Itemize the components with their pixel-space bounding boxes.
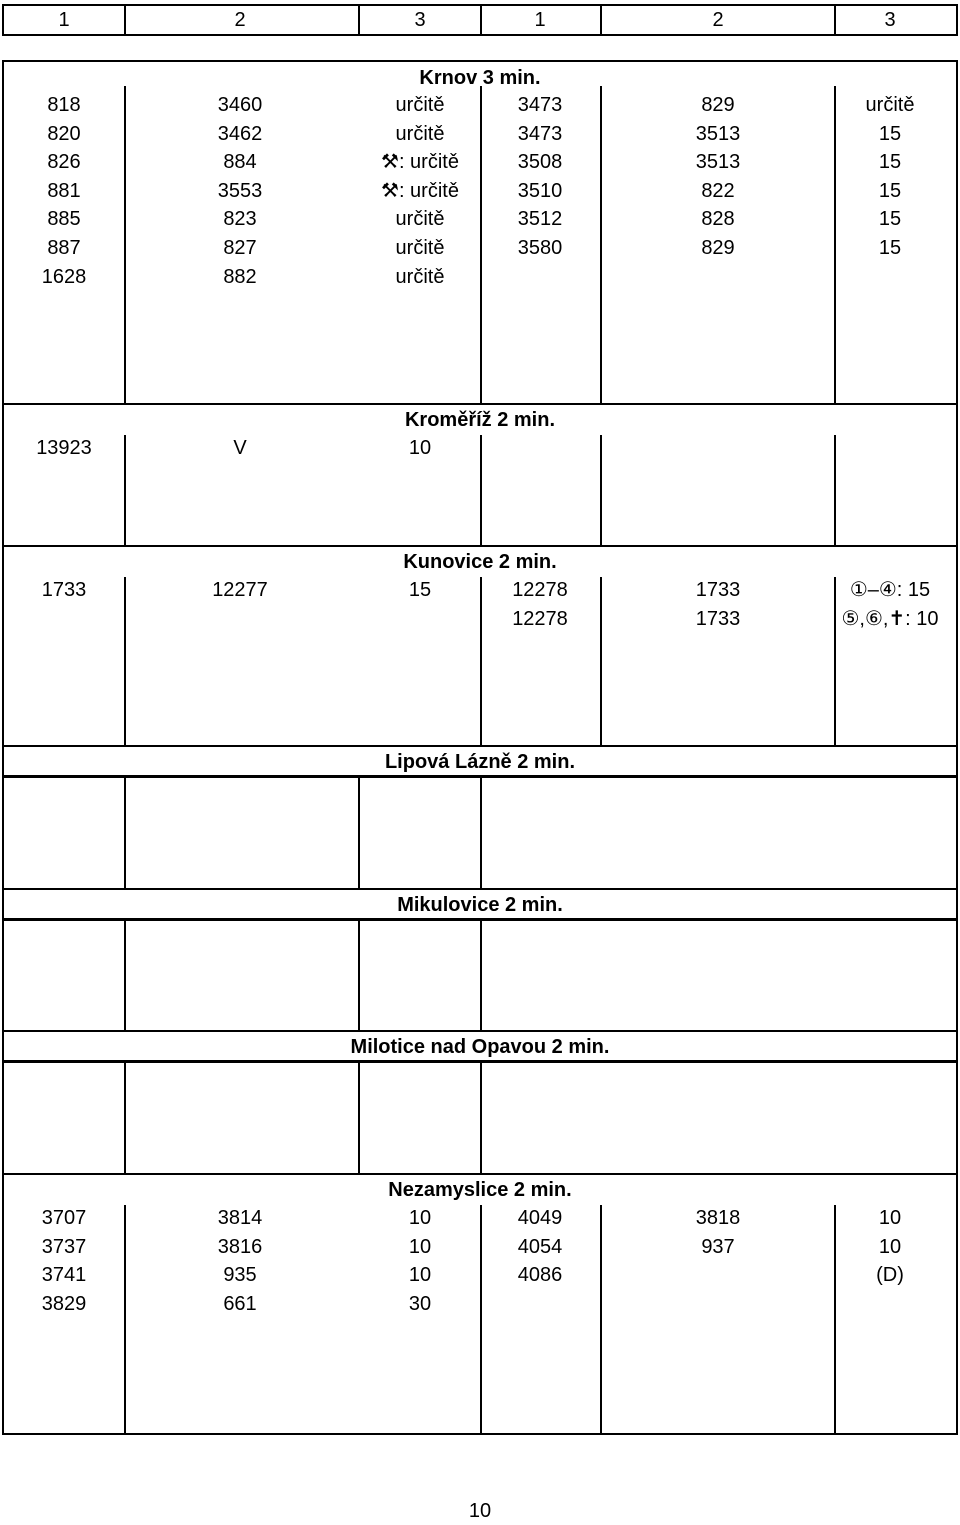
table-cell: určitě xyxy=(395,208,445,231)
table-cell: 1628 xyxy=(41,265,87,288)
header-divider xyxy=(600,4,602,36)
column-divider xyxy=(834,435,836,547)
table-cell: 15 xyxy=(878,237,902,259)
table-cell: 887 xyxy=(47,237,81,259)
table-cell: (D) xyxy=(876,1264,904,1287)
table-cell: 881 xyxy=(47,179,81,202)
table-cell: 3553 xyxy=(217,179,263,202)
table-cell: 3462 xyxy=(217,122,263,145)
section-title: Mikulovice 2 min. xyxy=(397,894,563,916)
section-separator xyxy=(2,745,958,747)
table-cell: 12277 xyxy=(212,579,268,601)
table-cell: 3512 xyxy=(517,208,563,231)
table-cell: 3473 xyxy=(517,94,563,116)
header-cell: 1 xyxy=(58,9,70,31)
table-cell: 1733 xyxy=(695,607,741,630)
table-cell: ⚒: určitě xyxy=(381,179,459,202)
table-cell: 30 xyxy=(408,1292,432,1315)
table-cell: 935 xyxy=(223,1264,257,1287)
table-cell: 1733 xyxy=(41,579,87,601)
section-title: Lipová Lázně 2 min. xyxy=(384,751,576,773)
table-cell: 4086 xyxy=(517,1264,563,1287)
table-cell: 3513 xyxy=(695,151,741,174)
column-divider xyxy=(600,435,602,547)
table-cell: 3814 xyxy=(217,1207,263,1229)
header-cell: 3 xyxy=(884,9,896,31)
header-cell: 3 xyxy=(414,9,426,31)
table-cell: 826 xyxy=(47,151,81,174)
column-divider xyxy=(124,920,126,1032)
table-cell: 3460 xyxy=(217,94,263,116)
table-cell: 661 xyxy=(223,1292,257,1315)
table-cell: 937 xyxy=(701,1235,735,1258)
table-cell: ⚒: určitě xyxy=(381,151,459,174)
column-divider xyxy=(358,1062,360,1175)
table-cell: 15 xyxy=(878,122,902,145)
header-cell: 1 xyxy=(534,9,546,31)
table-cell: 3829 xyxy=(41,1292,87,1315)
table-cell: určitě xyxy=(395,265,445,288)
table-cell: 885 xyxy=(47,208,81,231)
section-title: Krnov 3 min. xyxy=(419,67,541,89)
table-cell: 3737 xyxy=(41,1235,87,1258)
column-divider xyxy=(358,777,360,890)
table-cell: 10 xyxy=(408,1235,432,1258)
table-cell: 3741 xyxy=(41,1264,87,1287)
table-cell: 818 xyxy=(47,94,81,116)
table-cell: 15 xyxy=(878,179,902,202)
header-divider xyxy=(124,4,126,36)
table-cell: 882 xyxy=(223,265,257,288)
section-title: Kunovice 2 min. xyxy=(403,551,557,573)
table-cell: určitě xyxy=(865,94,915,116)
page-number: 10 xyxy=(468,1500,492,1522)
table-cell: 1733 xyxy=(695,579,741,601)
section-separator xyxy=(2,545,958,547)
table-cell: 10 xyxy=(878,1235,902,1258)
table-cell: 829 xyxy=(701,94,735,116)
table-cell: určitě xyxy=(395,122,445,145)
header-cell: 2 xyxy=(712,9,724,31)
column-divider xyxy=(358,920,360,1032)
section-title: Kroměříž 2 min. xyxy=(404,409,556,431)
section-title: Nezamyslice 2 min. xyxy=(388,1179,572,1201)
table-cell: 3816 xyxy=(217,1235,263,1258)
table-cell: 4049 xyxy=(517,1207,563,1229)
table-cell: 15 xyxy=(878,208,902,231)
column-divider xyxy=(480,777,482,890)
table-cell: určitě xyxy=(395,94,445,116)
table-cell: 823 xyxy=(223,208,257,231)
table-cell: 15 xyxy=(408,579,432,601)
section-separator xyxy=(2,1173,958,1175)
table-cell: 822 xyxy=(701,179,735,202)
header-divider xyxy=(480,4,482,36)
table-cell: 3580 xyxy=(517,237,563,259)
table-cell: 828 xyxy=(701,208,735,231)
table-cell: 820 xyxy=(47,122,81,145)
table-cell: ①–④: 15 xyxy=(849,579,931,601)
table-cell: 12278 xyxy=(512,607,568,630)
table-cell: 10 xyxy=(878,1207,902,1229)
section-separator xyxy=(2,403,958,405)
table-cell: 3707 xyxy=(41,1207,87,1229)
table-cell: 3473 xyxy=(517,122,563,145)
table-cell: 829 xyxy=(701,237,735,259)
column-divider xyxy=(480,920,482,1032)
header-divider xyxy=(358,4,360,36)
table-cell: 827 xyxy=(223,237,257,259)
column-divider xyxy=(124,1062,126,1175)
table-cell: 15 xyxy=(878,151,902,174)
table-cell: 4054 xyxy=(517,1235,563,1258)
section-separator xyxy=(2,1030,958,1032)
column-divider xyxy=(124,777,126,890)
table-cell: ⑤,⑥,✝: 10 xyxy=(841,607,939,630)
table-cell: 3818 xyxy=(695,1207,741,1229)
table-cell: 10 xyxy=(408,437,432,459)
table-cell: 12278 xyxy=(512,579,568,601)
header-divider xyxy=(834,4,836,36)
table-cell: 10 xyxy=(408,1264,432,1287)
table-cell: 884 xyxy=(223,151,257,174)
column-divider xyxy=(480,1062,482,1175)
table-cell: V xyxy=(233,437,247,459)
table-cell: 3513 xyxy=(695,122,741,145)
section-title: Milotice nad Opavou 2 min. xyxy=(350,1036,610,1058)
header-cell: 2 xyxy=(234,9,246,31)
table-cell: 3508 xyxy=(517,151,563,174)
table-cell: určitě xyxy=(395,237,445,259)
section-separator xyxy=(2,888,958,890)
table-cell: 3510 xyxy=(517,179,563,202)
table-cell: 10 xyxy=(408,1207,432,1229)
table-cell: 13923 xyxy=(36,437,92,459)
